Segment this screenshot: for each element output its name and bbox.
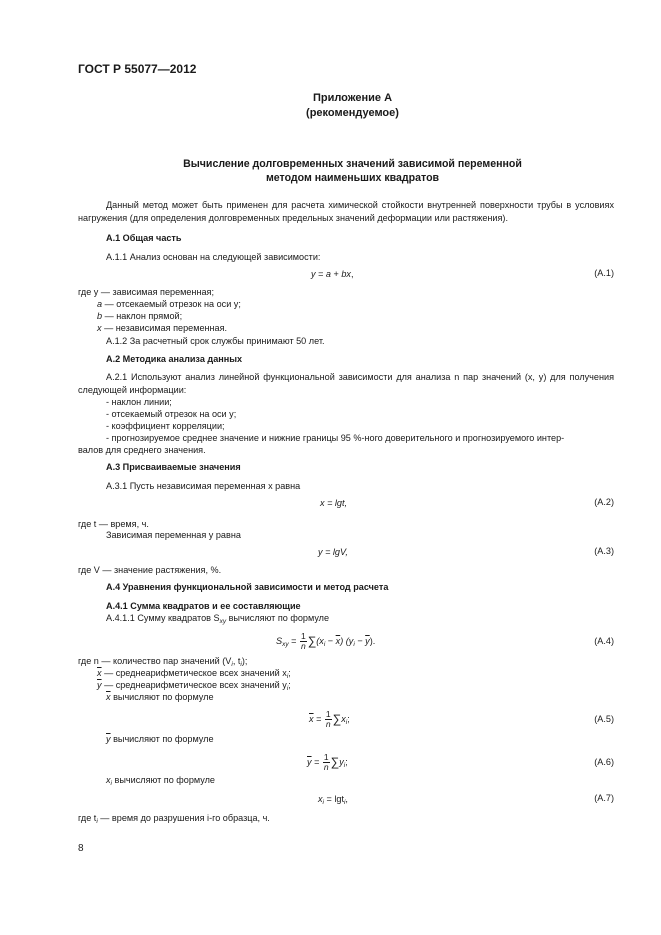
equation-number-a5: (А.5) bbox=[594, 714, 614, 724]
page-number: 8 bbox=[78, 843, 84, 854]
equation-a5: $\overline{x}$ = $\frac{1}{n}$ $\sum x_i$; bbox=[309, 709, 350, 729]
paragraph-a31: А.3.1 Пусть независимая переменная x равна bbox=[106, 481, 301, 491]
equation-number-a2: (А.2) bbox=[594, 497, 614, 507]
section-a2-heading: А.2 Методика анализа данных bbox=[106, 354, 243, 364]
list-item-forecast-cont: валов для среднего значения. bbox=[78, 445, 206, 455]
equation-number-a4: (А.4) bbox=[594, 636, 614, 646]
equation-a2: x = lgt, bbox=[320, 498, 348, 508]
equation-number-a1: (А.1) bbox=[594, 268, 614, 278]
where-n: где n — количество пар значений ($V_i$, $t_i$); bbox=[78, 656, 248, 668]
equation-a4: $S_{xy}$ = $\frac{1}{n}$ $\sum(x_i - \overline{x}) (y_i - \overline{y})$. bbox=[276, 631, 376, 651]
annex-title-line-2: методом наименьших квадратов bbox=[265, 172, 440, 184]
list-item-slope: - наклон линии; bbox=[106, 397, 172, 407]
where-t: где t — время, ч. bbox=[78, 519, 149, 529]
list-item-forecast: - прогнозируемое среднее значение и нижние границы 95 %-ного доверительного и прогнозируемого интер- bbox=[106, 433, 565, 443]
where-a: a — отсекаемый отрезок на оси y; bbox=[97, 299, 241, 309]
equation-a7: $x_i = \lg t_i$, bbox=[318, 794, 348, 806]
paragraph-a11: А.1.1 Анализ основан на следующей зависимости: bbox=[106, 252, 321, 262]
where-v: где V — значение растяжения, %. bbox=[78, 565, 222, 575]
where-x: x — независимая переменная. bbox=[97, 323, 228, 333]
section-a3-heading: А.3 Присваиваемые значения bbox=[106, 462, 241, 472]
annex-status: (рекомендуемое) bbox=[306, 107, 399, 119]
section-a41-heading: А.4.1 Сумма квадратов и ее составляющие bbox=[106, 601, 301, 611]
equation-number-a7: (А.7) bbox=[594, 793, 614, 803]
list-item-intercept: - отсекаемый отрезок на оси y; bbox=[106, 409, 237, 419]
annex-title-line-1: Вычисление долговременных значений зависимой переменной bbox=[183, 158, 522, 170]
equation-a3: y = lgV, bbox=[318, 547, 348, 557]
list-item-correlation: - коэффициент корреляции; bbox=[106, 421, 225, 431]
equation-number-a6: (А.6) bbox=[594, 757, 614, 767]
annex-label: Приложение А bbox=[312, 92, 393, 104]
where-y: где y — зависимая переменная; bbox=[78, 287, 214, 297]
equation-a1: y = a + bx, bbox=[311, 269, 354, 279]
equation-a6: $\overline{y}$ = $\frac{1}{n}$ $\sum y_i$; bbox=[307, 752, 348, 772]
xbar-calc-text: $\overline{x}$ вычисляют по формуле bbox=[106, 692, 214, 702]
paragraph-a12: А.1.2 За расчетный срок службы принимают 50 лет. bbox=[106, 336, 325, 346]
where-xbar: $\overline{x}$ — среднеарифметическое всех значений $x_i$; bbox=[97, 668, 291, 680]
section-a1-heading: А.1 Общая часть bbox=[106, 233, 182, 243]
paragraph-a21: А.2.1 Используют анализ линейной функциональной зависимости для анализа n пар значений (x, y) для получения следующей информации: bbox=[78, 372, 614, 395]
equation-number-a3: (А.3) bbox=[594, 546, 614, 556]
xi-calc-text: $x_i$ вычисляют по формуле bbox=[106, 775, 215, 787]
section-a4-heading: А.4 Уравнения функциональной зависимости и метод расчета bbox=[106, 582, 389, 592]
where-b: b — наклон прямой; bbox=[97, 311, 183, 321]
paragraph-a411: А.4.1.1 Сумму квадратов $S_{xy}$ вычисляют по формуле bbox=[106, 613, 330, 625]
ybar-calc-text: $\overline{y}$ вычисляют по формуле bbox=[106, 734, 214, 744]
intro-paragraph: Данный метод может быть применен для расчета химической стойкости внутренней поверхности трубы в условиях нагружения (для определения долговременных предельных значений деформации или растяжения). bbox=[78, 200, 614, 223]
where-ti: где $t_i$ — время до разрушения i-го образца, ч. bbox=[78, 813, 270, 825]
paragraph-dependent-variable: Зависимая переменная y равна bbox=[106, 530, 241, 540]
standard-designation: ГОСТ Р 55077—2012 bbox=[78, 62, 197, 76]
where-ybar: $\overline{y}$ — среднеарифметическое всех значений $y_i$; bbox=[97, 680, 291, 692]
